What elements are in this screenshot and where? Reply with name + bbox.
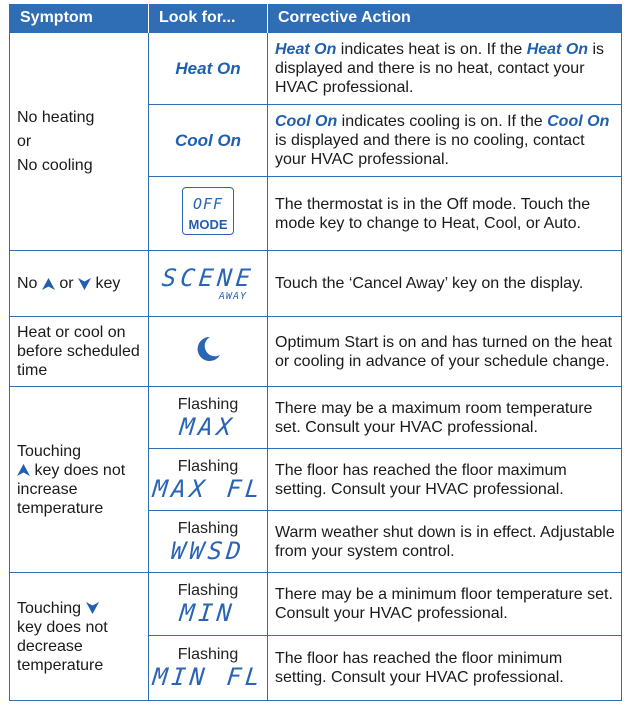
heat-on-em: Heat On <box>275 41 337 58</box>
look-moon <box>149 317 268 387</box>
symptom-no-heating-cooling <box>10 33 149 251</box>
down-arrow-icon <box>78 278 91 290</box>
heat-on-em: Heat On <box>526 41 589 58</box>
header-corrective-action: Corrective Action <box>268 4 622 33</box>
symptom-text: or <box>54 275 79 292</box>
cool-on-indicator: Cool On <box>174 130 242 150</box>
wwsd-display: WWSD <box>169 536 247 565</box>
max-fl-display: MAX FL <box>151 474 265 503</box>
flashing-label: Flashing <box>177 457 239 475</box>
look-scene-away <box>149 251 268 317</box>
scene-display: SCENE <box>160 264 256 292</box>
symptom-no-decrease <box>10 573 149 701</box>
symptom-line: No cooling <box>17 156 93 174</box>
symptom-text: key does not increase temperature <box>17 461 126 517</box>
flashing-label: Flashing <box>177 519 239 537</box>
symptom-early: Heat or cool on before scheduled time <box>10 317 149 387</box>
action-text: indicates cooling is on. If the <box>337 113 548 130</box>
cool-on-em: Cool On <box>547 113 610 130</box>
flashing-label: Flashing <box>177 582 239 599</box>
table-row <box>10 33 622 105</box>
up-arrow-icon <box>42 278 55 290</box>
look-min-fl <box>149 636 268 701</box>
symptom-text: No <box>17 275 42 292</box>
troubleshooting-table <box>9 4 622 701</box>
action-max-fl: The floor has reached the floor maximum setting. Consult your HVAC professional. <box>268 449 622 511</box>
symptom-line: No heating <box>17 108 95 126</box>
header-look-for: Look for... <box>149 4 268 33</box>
action-min: There may be a minimum floor temperature set. Consult your HVAC professional. <box>268 573 622 636</box>
action-text: is displayed and there is no cooling, contact your HVAC professional. <box>275 132 585 168</box>
min-display: MIN <box>178 599 238 627</box>
look-heat-on <box>149 33 268 105</box>
header-row <box>10 4 622 33</box>
min-fl-display: MIN FL <box>151 663 265 691</box>
mode-key-label: MODE <box>188 217 228 232</box>
symptom-no-key <box>10 251 149 317</box>
action-cancel-away: Touch the ‘Cancel Away’ key on the display. <box>268 251 622 317</box>
table-row <box>10 573 622 636</box>
up-arrow-icon <box>17 464 30 476</box>
look-max-fl <box>149 449 268 511</box>
action-cool-on <box>268 105 622 177</box>
action-text: indicates heat is on. If the <box>336 41 527 58</box>
action-off-mode: The thermostat is in the Off mode. Touch the mode key to change to Heat, Cool, or Auto. <box>268 177 622 251</box>
symptom-no-increase <box>10 387 149 573</box>
look-max <box>149 387 268 449</box>
look-cool-on <box>149 105 268 177</box>
max-display: MAX <box>178 412 238 441</box>
action-text: is displayed and there is no heat, contact your HVAC professional. <box>275 41 605 96</box>
table-row <box>10 317 622 387</box>
symptom-line: or <box>17 132 32 150</box>
symptom-text: key does not decrease temperature <box>17 618 108 674</box>
action-heat-on <box>268 33 622 105</box>
look-wwsd <box>149 511 268 573</box>
action-optimum-start: Optimum Start is on and has turned on the heat or cooling in advance of your schedule change. <box>268 317 622 387</box>
troubleshooting-table-wrapper <box>9 4 621 701</box>
moon-icon <box>193 334 223 364</box>
symptom-text: Touching <box>17 599 82 617</box>
symptom-text: key <box>91 275 121 292</box>
flashing-label: Flashing <box>177 395 239 413</box>
heat-on-indicator: Heat On <box>175 58 241 78</box>
table-row <box>10 251 622 317</box>
action-wwsd: Warm weather shut down is in effect. Adjustable from your system control. <box>268 511 622 573</box>
mode-key-icon <box>182 187 234 235</box>
down-arrow-icon <box>86 602 99 614</box>
action-min-fl: The floor has reached the floor minimum setting. Consult your HVAC professional. <box>268 636 622 701</box>
off-display: OFF <box>192 195 224 213</box>
action-max: There may be a maximum room temperature set. Consult your HVAC professional. <box>268 387 622 449</box>
flashing-label: Flashing <box>177 646 239 663</box>
look-off-mode <box>149 177 268 251</box>
symptom-text: Touching <box>17 442 82 460</box>
cool-on-em: Cool On <box>275 113 338 130</box>
header-symptom: Symptom <box>10 4 149 33</box>
table-row <box>10 387 622 449</box>
look-min <box>149 573 268 636</box>
away-display: AWAY <box>218 291 247 302</box>
